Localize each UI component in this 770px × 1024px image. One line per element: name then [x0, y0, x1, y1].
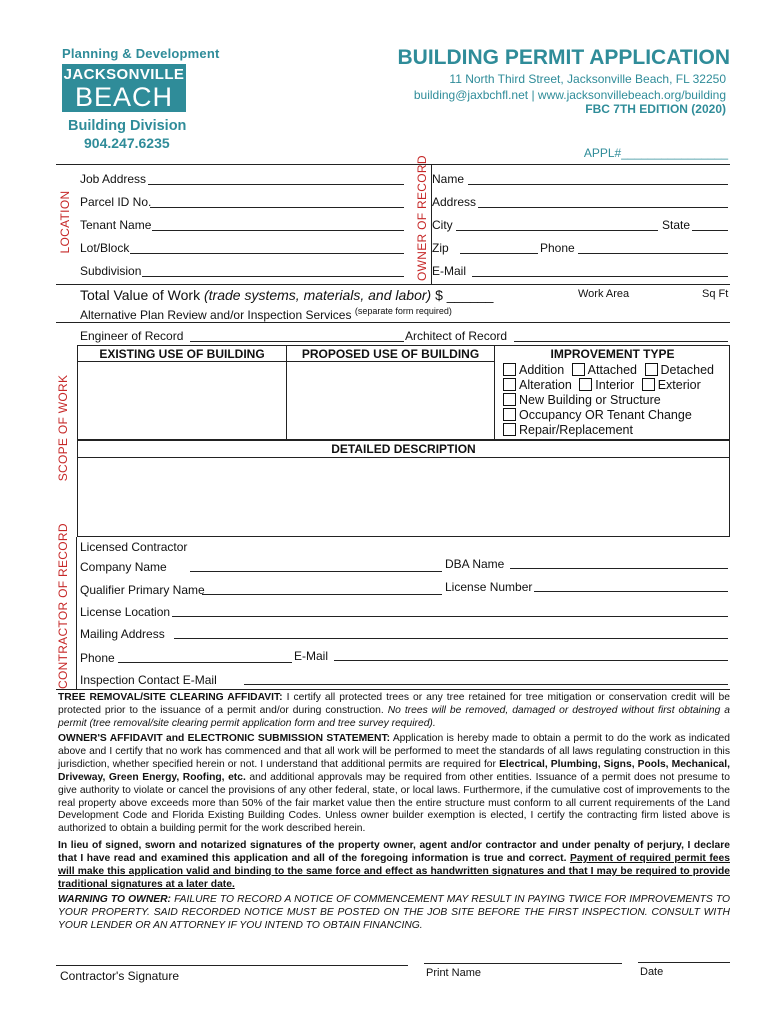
appl-number[interactable]: APPL#________________ — [583, 146, 728, 160]
contractor-email-label: E-Mail — [294, 649, 329, 663]
owner-address-label: Address — [432, 195, 477, 209]
company-name-field[interactable] — [190, 571, 442, 572]
office-address: 11 North Third Street, Jacksonville Beach, FL 32250 — [449, 72, 726, 86]
code-edition: FBC 7TH EDITION (2020) — [585, 102, 726, 116]
owner-name-field[interactable] — [468, 184, 728, 185]
addition-label: Addition — [519, 363, 565, 377]
license-number-label: License Number — [445, 580, 533, 594]
detailed-description-input[interactable] — [78, 458, 729, 536]
contractor-signature-label: Contractor's Signature — [60, 969, 180, 983]
tree-affidavit-title: TREE REMOVAL/SITE CLEARING AFFIDAVIT: — [58, 692, 283, 703]
new-building-label: New Building or Structure — [519, 393, 661, 407]
repair-checkbox[interactable] — [503, 423, 516, 436]
company-name-label: Company Name — [80, 560, 167, 574]
job-address-field[interactable] — [148, 184, 404, 185]
contractor-section-label: CONTRACTOR OF RECORD — [56, 523, 70, 689]
total-value-label — [80, 287, 493, 303]
subdivision-label: Subdivision — [80, 264, 142, 278]
engineer-field[interactable] — [190, 341, 404, 342]
dept-name: Planning & Development — [62, 46, 220, 61]
occupancy-checkbox[interactable] — [503, 408, 516, 421]
owner-affidavit-permits: Electrical, Plumbing, Signs, Pools, Mechanical, Driveway, Green Energy, Roofing, etc. — [58, 758, 731, 783]
exterior-checkbox[interactable] — [642, 378, 655, 391]
repair-label: Repair/Replacement — [519, 423, 633, 437]
improvement-type-header: IMPROVEMENT TYPE — [550, 347, 675, 361]
contractor-bottom-rule — [56, 689, 730, 690]
engineer-label: Engineer of Record — [80, 329, 184, 343]
division-name: Building Division — [68, 118, 187, 134]
tenant-name-field[interactable] — [152, 230, 404, 231]
date-field[interactable] — [638, 962, 730, 963]
inspection-email-label: Inspection Contact E-Mail — [80, 673, 217, 687]
date-label: Date — [640, 966, 664, 978]
tenant-name-label: Tenant Name — [80, 218, 152, 232]
license-number-field[interactable] — [534, 591, 728, 592]
alt-plan-review-label — [80, 306, 452, 322]
improvement-row-3 — [503, 393, 661, 407]
contractor-phone-label: Phone — [80, 651, 115, 665]
qualifier-label: Qualifier Primary Name — [80, 583, 205, 597]
office-contact: building@jaxbchfl.net | www.jacksonvillebeach.org/building — [413, 88, 726, 102]
improvement-row-4 — [503, 408, 692, 422]
qualifier-field[interactable] — [202, 594, 442, 595]
tree-affidavit — [58, 692, 730, 731]
license-location-label: License Location — [80, 605, 171, 619]
improvement-row-1 — [503, 363, 714, 377]
existing-use-header: EXISTING USE OF BUILDING — [99, 347, 265, 361]
lot-block-field[interactable] — [130, 253, 404, 254]
addition-checkbox[interactable] — [503, 363, 516, 376]
owner-phone-field[interactable] — [578, 253, 728, 254]
owner-affidavit-text-2: and additional approvals may be required from other entities. Issuance of a permit does not presume to give authority to violate or cancel the provisions of any other federal, state, or local laws. Furthermore, if the cumulative cost of improvements to the real property above exceeds more than 50% of the fair market value then the entire structure must conform to all current requirements of the Land Development Code and Florida Existing Building Codes. Unless owner builder exemption is elected, I certify the contracting firm listed above is authorized to obtain a building permit for the work described herein. — [58, 771, 730, 835]
owner-warning-title: WARNING TO OWNER: — [58, 894, 171, 905]
owner-email-label: E-Mail — [432, 264, 467, 278]
logo-line-1: JACKSONVILLE — [63, 66, 185, 83]
owner-section-label: OWNER OF RECORD — [415, 155, 429, 281]
owner-email-field[interactable] — [472, 276, 728, 277]
contractor-left-rule — [76, 537, 77, 689]
tree-affidavit-text: I certify all protected trees or any tree retained for tree mitigation or conservation credit will be protected prior to the issuance of a permit and/or during construction. — [58, 692, 730, 716]
new-building-checkbox[interactable] — [503, 393, 516, 406]
scope-top-rule — [56, 284, 730, 285]
owner-affidavit-title: OWNER'S AFFIDAVIT and ELECTRONIC SUBMISSION STATEMENT: — [58, 733, 391, 744]
owner-state-field[interactable] — [692, 230, 728, 231]
logo-line-2: BEACH — [74, 82, 174, 112]
exterior-label: Exterior — [657, 378, 701, 392]
owner-warning-text: FAILURE TO RECORD A NOTICE OF COMMENCEMENT MAY RESULT IN PAYING TWICE FOR IMPROVEMENTS TO YOUR PROPERTY. SAID RECORDED NOTICE MUST BE POSTED ON THE JOB SITE BEFORE THE FIRST INSPECTION. CONSULT WITH YOUR LENDER OR AN ATTORNEY IF YOU INTEND TO OBTAIN FINANCING. — [58, 894, 731, 931]
alt-plan-rule — [56, 322, 730, 323]
dba-name-label: DBA Name — [445, 557, 505, 571]
work-area-label: Work Area — [578, 288, 630, 300]
licensed-contractor-label: Licensed Contractor — [80, 540, 188, 554]
architect-label: Architect of Record — [405, 329, 508, 343]
improvement-row-2 — [503, 378, 701, 392]
owner-zip-label: Zip — [432, 241, 449, 255]
license-location-field[interactable] — [172, 616, 728, 617]
alteration-checkbox[interactable] — [503, 378, 516, 391]
attached-label: Attached — [587, 363, 638, 377]
owner-zip-field[interactable] — [460, 253, 538, 254]
lieu-of-signature — [58, 840, 730, 892]
alt-plan-text: Alternative Plan Review and/or Inspection Services — [80, 308, 352, 322]
detached-checkbox[interactable] — [645, 363, 658, 376]
sq-ft-label: Sq Ft — [702, 288, 729, 300]
total-value-text: Total Value of Work — [80, 287, 204, 303]
parcel-id-label: Parcel ID No. — [80, 195, 152, 209]
lot-block-label: Lot/Block — [80, 241, 130, 255]
owner-state-label: State — [662, 218, 691, 232]
proposed-use-header: PROPOSED USE OF BUILDING — [301, 347, 480, 361]
improvement-row-5 — [503, 423, 633, 437]
owner-warning — [58, 894, 730, 933]
location-owner-box — [56, 155, 730, 284]
owner-city-field[interactable] — [456, 230, 658, 231]
mailing-address-field[interactable] — [174, 638, 728, 639]
scope-section-label: SCOPE OF WORK — [56, 374, 70, 482]
payment-binding-statement: Payment of required permit fees will make this application valid and binding to the same force and effect as handwritten signatures and that I may be required to provide traditional signatures at a later date. — [58, 852, 730, 890]
contractor-signature-field[interactable] — [56, 965, 408, 966]
owner-city-label: City — [432, 218, 453, 232]
owner-affidavit — [58, 733, 730, 836]
owner-phone-label: Phone — [540, 241, 575, 255]
detached-label: Detached — [660, 363, 715, 377]
page-title: BUILDING PERMIT APPLICATION — [397, 46, 730, 69]
detailed-description-header: DETAILED DESCRIPTION — [331, 442, 476, 456]
contractor-phone-field[interactable] — [118, 662, 292, 663]
job-address-label: Job Address — [80, 172, 147, 186]
city-logo — [62, 64, 186, 112]
alt-plan-note: (separate form required) — [354, 306, 452, 316]
existing-use-input[interactable] — [78, 362, 286, 439]
owner-affidavit-text-1: Application is hereby made to obtain a permit to do the work as indicated above and I certify that no work has commenced and that all work will be performed to meet the standards of all laws regulating construction in this jurisdiction, whether specified herein or not. I understand that additional permits are required for — [58, 733, 730, 770]
alteration-label: Alteration — [519, 378, 572, 392]
interior-label: Interior — [595, 378, 635, 392]
print-name-field[interactable] — [424, 963, 622, 964]
dba-name-field[interactable] — [510, 568, 728, 569]
attached-checkbox[interactable] — [572, 363, 585, 376]
occupancy-label: Occupancy OR Tenant Change — [519, 408, 692, 422]
print-name-label: Print Name — [426, 967, 482, 979]
subdivision-field[interactable] — [142, 276, 404, 277]
owner-address-field[interactable] — [478, 207, 728, 208]
total-value-dollar[interactable]: $ ______ — [431, 287, 494, 303]
architect-field[interactable] — [514, 341, 728, 342]
division-phone: 904.247.6235 — [84, 135, 170, 151]
parcel-id-field[interactable] — [150, 207, 404, 208]
lieu-statement: In lieu of signed, sworn and notarized signatures of the property owner, agent and/or contractor and under penalty of perjury, I declare that I have read and examined this application and all of the foregoing information is true and correct. — [58, 840, 730, 864]
interior-checkbox[interactable] — [579, 378, 592, 391]
inspection-email-field[interactable] — [244, 684, 728, 685]
owner-name-label: Name — [432, 172, 465, 186]
contractor-email-field[interactable] — [334, 660, 728, 661]
tree-affidavit-note: No trees will be removed, damaged or destroyed without first obtaining a permit (tree removal/site clearing permit application form and tree survey required). — [58, 704, 730, 729]
proposed-use-input[interactable] — [287, 362, 494, 439]
location-section-label: LOCATION — [58, 190, 72, 254]
mailing-address-label: Mailing Address — [80, 627, 165, 641]
total-value-note: (trade systems, materials, and labor) — [203, 287, 432, 303]
